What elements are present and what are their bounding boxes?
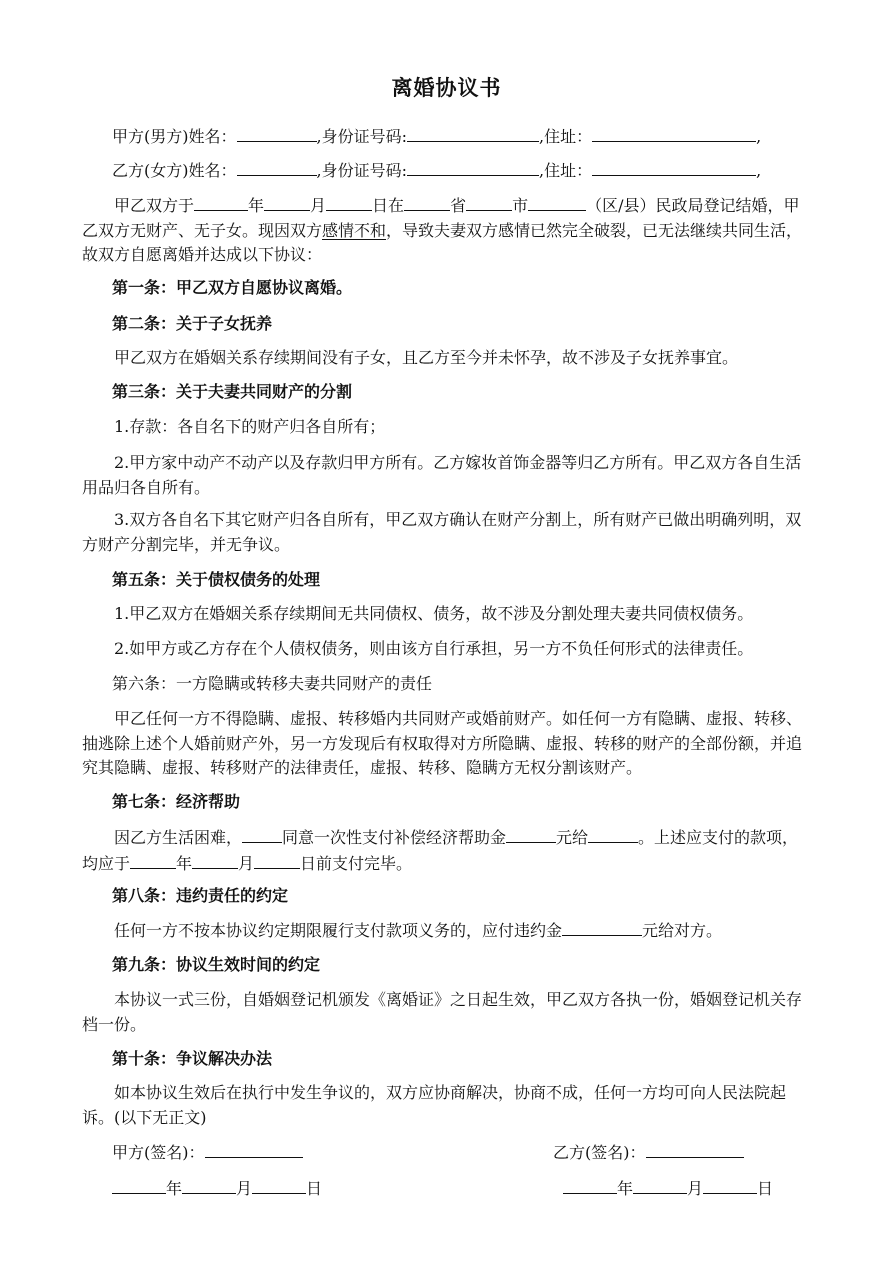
intro-text-5: 省 xyxy=(450,196,467,215)
intro-text-3: 月 xyxy=(310,196,327,215)
article-8-heading: 第八条：违约责任的约定 xyxy=(112,886,289,905)
party-a-address-field[interactable] xyxy=(592,124,756,142)
party-a-name-field[interactable] xyxy=(237,124,317,142)
divorce-reason-field[interactable]: 感情不和 xyxy=(322,220,387,240)
party-a-id-field[interactable] xyxy=(407,124,539,142)
article-7-text-4: 。上述应支付的款项，均应于 xyxy=(82,828,799,873)
party-b-signature-label: 乙方(签名)： xyxy=(553,1143,646,1162)
party-a-end: , xyxy=(756,127,762,146)
article-7-text-7: 日前支付完毕。 xyxy=(300,853,413,873)
article-7-text xyxy=(82,825,812,876)
payee-field[interactable] xyxy=(588,825,638,843)
article-2-heading: 第二条：关于子女抚养 xyxy=(112,314,273,333)
party-b-end: , xyxy=(756,161,762,180)
intro-paragraph xyxy=(82,193,812,268)
party-a-date xyxy=(112,1176,322,1201)
party-a-id-label: ,身份证号码: xyxy=(316,127,407,146)
party-a-year-label: 年 xyxy=(166,1179,183,1198)
article-2-text: 甲乙双方在婚姻关系存续期间没有子女，且乙方至今并未怀孕，故不涉及子女抚养事宜。 xyxy=(114,348,739,367)
party-a-signature-field[interactable] xyxy=(205,1140,303,1158)
party-a-line xyxy=(112,124,761,149)
article-1-heading: 第一条：甲乙双方自愿协议离婚。 xyxy=(112,278,353,297)
party-b-addr-label: ,住址： xyxy=(538,161,593,180)
article-3-heading: 第三条：关于夫妻共同财产的分割 xyxy=(112,382,353,401)
party-a-signature xyxy=(112,1140,303,1165)
document-title: 离婚协议书 xyxy=(391,76,502,100)
assistance-amount-field[interactable] xyxy=(506,825,556,843)
party-b-day-label: 日 xyxy=(757,1179,774,1198)
intro-text-1: 甲乙双方于 xyxy=(114,196,195,215)
party-b-name-field[interactable] xyxy=(237,158,317,176)
party-a-month-field[interactable] xyxy=(182,1176,236,1194)
marriage-day-field[interactable] xyxy=(326,193,372,211)
article-8-text xyxy=(82,918,812,944)
payer-field[interactable] xyxy=(242,825,282,843)
party-b-year-field[interactable] xyxy=(563,1176,617,1194)
article-3-item-2: 2.甲方家中动产不动产以及存款归甲方所有。乙方嫁妆首饰金器等归乙方所有。甲乙双方各自生活用品归各自所有。 xyxy=(82,453,802,497)
party-a-day-field[interactable] xyxy=(252,1176,306,1194)
article-7-heading: 第七条：经济帮助 xyxy=(112,792,241,811)
marriage-month-field[interactable] xyxy=(264,193,310,211)
intro-text-7: （区/县）民政局登记结婚，甲乙双方无财产、无子女。现因双方 xyxy=(82,196,800,240)
marriage-year-field[interactable] xyxy=(194,193,248,211)
payment-day-field[interactable] xyxy=(254,851,300,869)
article-8-text-2: 元给对方。 xyxy=(642,921,723,940)
party-a-year-field[interactable] xyxy=(112,1176,166,1194)
article-7-text-1: 因乙方生活困难， xyxy=(114,828,243,847)
party-a-name-label: 甲方(男方)姓名： xyxy=(112,127,237,146)
payment-year-field[interactable] xyxy=(130,851,176,869)
article-5-heading: 第五条：关于债权债务的处理 xyxy=(112,570,321,589)
district-field[interactable] xyxy=(528,193,586,211)
party-b-signature-field[interactable] xyxy=(646,1140,744,1158)
article-3-item-3: 3.双方各自名下其它财产归各自所有，甲乙双方确认在财产分割上，所有财产已做出明确列明，双方财产分割完毕，并无争议。 xyxy=(82,510,802,554)
party-a-addr-label: ,住址： xyxy=(538,127,593,146)
party-a-month-label: 月 xyxy=(236,1179,253,1198)
article-6-heading: 第六条：一方隐瞒或转移夫妻共同财产的责任 xyxy=(112,674,433,693)
article-7-text-3: 元给 xyxy=(556,828,589,847)
party-b-address-field[interactable] xyxy=(592,158,756,176)
party-b-day-field[interactable] xyxy=(703,1176,757,1194)
article-7-text-5: 年 xyxy=(176,853,193,873)
city-field[interactable] xyxy=(466,193,512,211)
party-b-signature xyxy=(553,1140,744,1165)
party-a-signature-label: 甲方(签名)： xyxy=(112,1143,205,1162)
party-b-month-label: 月 xyxy=(687,1179,704,1198)
article-10-text: 如本协议生效后在执行中发生争议的，双方应协商解决，协商不成，任何一方均可向人民法院起诉。(以下无正文) xyxy=(82,1083,787,1127)
party-b-id-field[interactable] xyxy=(407,158,539,176)
article-3-item-1: 1.存款：各自名下的财产归各自所有； xyxy=(114,417,386,436)
intro-text-8: ，导致夫妻双方感情已然完全破裂，已无法继续共同生活，故双方自愿离婚并达成以下协议： xyxy=(82,220,803,264)
party-b-date xyxy=(563,1176,773,1201)
party-b-name-label: 乙方(女方)姓名： xyxy=(112,161,237,180)
intro-text-6: 市 xyxy=(512,196,529,215)
article-9-text: 本协议一式三份，自婚姻登记机颁发《离婚证》之日起生效，甲乙双方各执一份，婚姻登记机关存档一份。 xyxy=(82,990,803,1034)
intro-text-2: 年 xyxy=(248,196,265,215)
article-7-text-6: 月 xyxy=(238,853,255,873)
article-7-text-2: 同意一次性支付补偿经济帮助金 xyxy=(282,828,507,847)
party-b-id-label: ,身份证号码: xyxy=(316,161,407,180)
party-b-month-field[interactable] xyxy=(633,1176,687,1194)
province-field[interactable] xyxy=(404,193,450,211)
party-b-line xyxy=(112,158,761,183)
article-9-heading: 第九条：协议生效时间的约定 xyxy=(112,955,321,974)
payment-month-field[interactable] xyxy=(192,851,238,869)
party-b-year-label: 年 xyxy=(617,1179,634,1198)
penalty-amount-field[interactable] xyxy=(562,918,642,936)
article-8-text-1: 任何一方不按本协议约定期限履行支付款项义务的，应付违约金 xyxy=(114,921,563,940)
article-5-item-2: 2.如甲方或乙方存在个人债权债务，则由该方自行承担，另一方不负任何形式的法律责任。 xyxy=(114,639,754,658)
article-10-heading: 第十条：争议解决办法 xyxy=(112,1049,273,1068)
party-a-day-label: 日 xyxy=(306,1179,323,1198)
intro-text-4: 日在 xyxy=(372,196,405,215)
article-5-item-1: 1.甲乙双方在婚姻关系存续期间无共同债权、债务，故不涉及分割处理夫妻共同债权债务。 xyxy=(114,604,754,623)
article-6-text: 甲乙任何一方不得隐瞒、虚报、转移婚内共同财产或婚前财产。如任何一方有隐瞒、虚报、转移、抽逃除上述个人婚前财产外，另一方发现后有权取得对方所隐瞒、虚报、转移的财产的全部份额，并追究其隐瞒、虚报、转移财产的法律责任，虚报、转移、隐瞒方无权分割该财产。 xyxy=(82,709,803,777)
